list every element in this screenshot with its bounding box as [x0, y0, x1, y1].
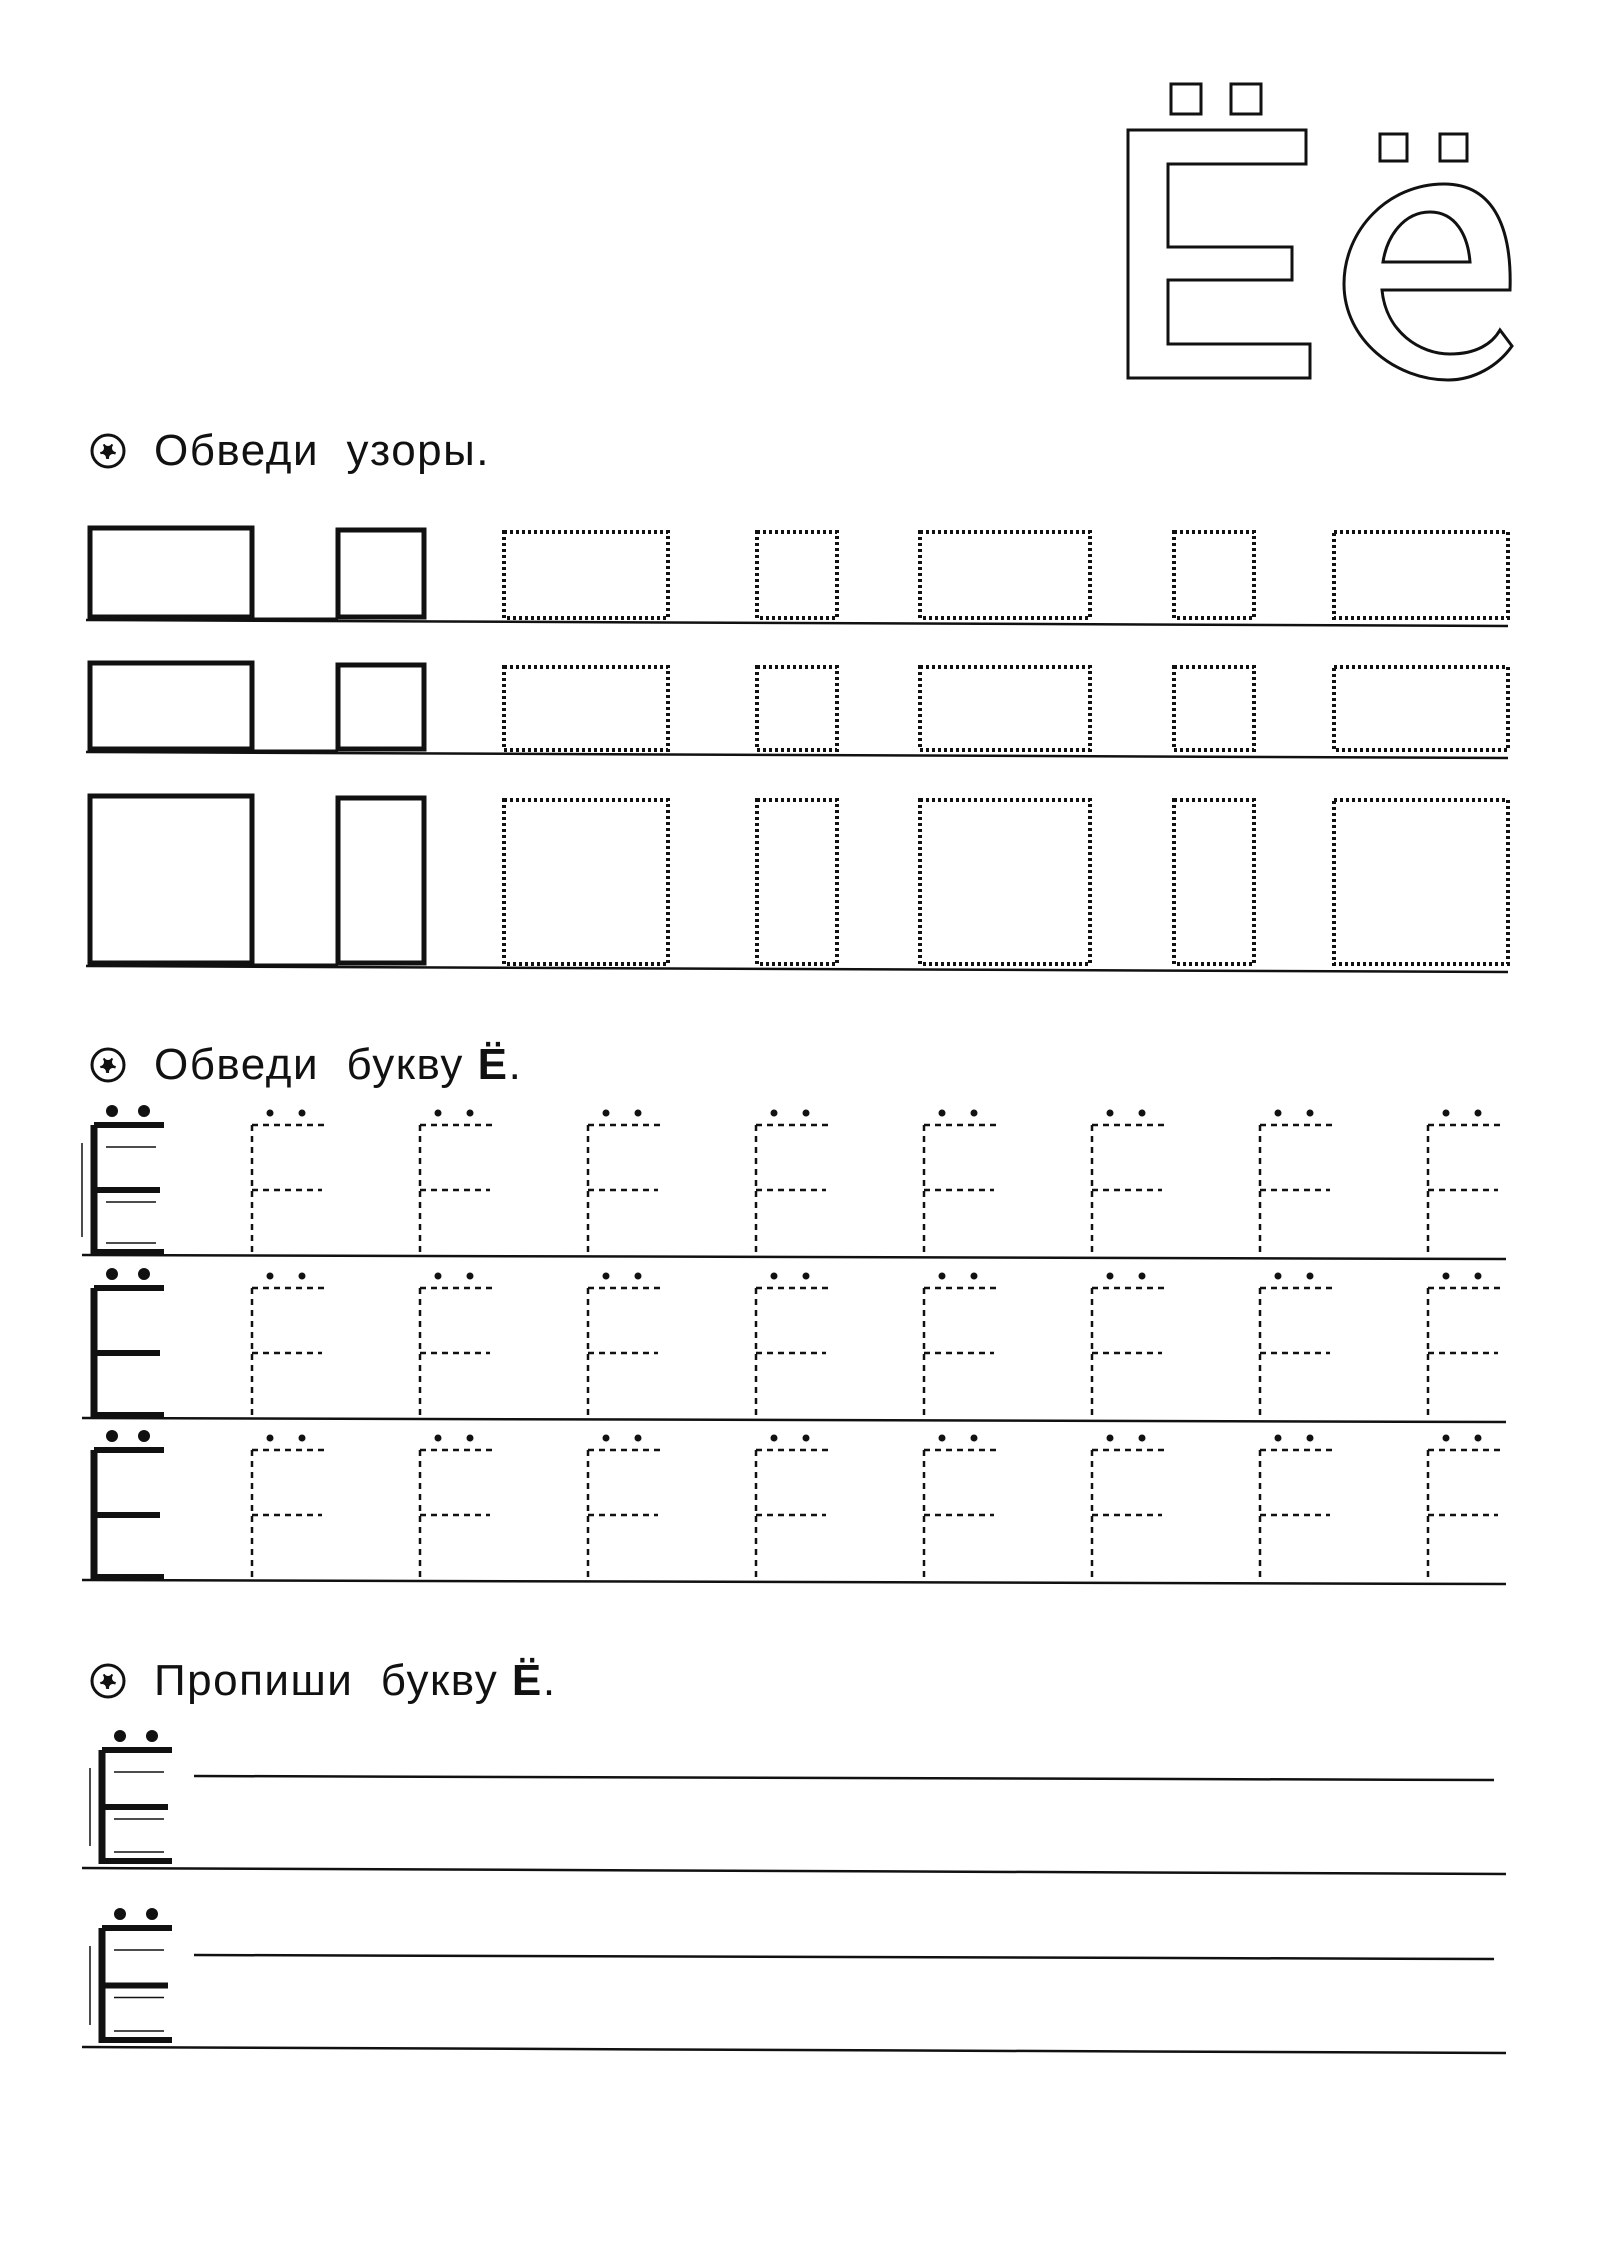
dotted-letter-dot: [467, 1435, 474, 1442]
heading-letter: Ё: [511, 1656, 543, 1705]
dotted-trace-rectangle: [504, 532, 668, 618]
dotted-trace-rectangle: [1174, 532, 1254, 618]
dotted-letter-dot: [971, 1435, 978, 1442]
writing-baseline: [82, 1868, 1506, 1874]
dotted-letter-dot: [467, 1273, 474, 1280]
writing-midline: [194, 1776, 1494, 1780]
dotted-letter-dot: [603, 1435, 610, 1442]
dotted-letter-dot: [267, 1110, 274, 1117]
dotted-letter-dot: [939, 1273, 946, 1280]
letter-dot: [138, 1105, 150, 1117]
dotted-letter-dot: [1443, 1273, 1450, 1280]
dotted-trace-rectangle: [920, 800, 1090, 964]
dotted-letter-dot: [299, 1110, 306, 1117]
writing-midline: [194, 1955, 1494, 1959]
title-letter-upper-outline: [1128, 130, 1310, 378]
dotted-trace-rectangle: [757, 667, 837, 750]
flower-bullet-icon: [88, 1045, 128, 1085]
heading-write-letter: [88, 1656, 557, 1706]
title-upper-dot: [1231, 84, 1261, 114]
heading-end: .: [542, 1656, 557, 1705]
dotted-trace-rectangle: [1334, 667, 1508, 750]
letter-dot: [106, 1268, 118, 1280]
dotted-letter-dot: [1107, 1435, 1114, 1442]
writing-row: [82, 1908, 1506, 2053]
heading-letter: Ё: [477, 1040, 509, 1089]
dotted-letter-dot: [803, 1435, 810, 1442]
dotted-letter-dot: [803, 1110, 810, 1117]
heading-text: Пропиши букву: [154, 1656, 512, 1705]
title-letters: [1128, 84, 1512, 380]
dotted-letter-dot: [1307, 1110, 1314, 1117]
heading-text: Обведи узоры.: [154, 426, 490, 475]
sample-rectangle: [90, 796, 252, 963]
dotted-letter-dot: [939, 1435, 946, 1442]
flower-bullet-icon: [88, 1661, 128, 1701]
baseline: [82, 1418, 1506, 1422]
dotted-letter-dot: [771, 1435, 778, 1442]
dotted-letter-dot: [803, 1273, 810, 1280]
dotted-letter-dot: [603, 1110, 610, 1117]
letter-dot: [146, 1730, 158, 1742]
dotted-trace-rectangle: [920, 532, 1090, 618]
dotted-letter-dot: [299, 1273, 306, 1280]
dotted-letter-dot: [603, 1273, 610, 1280]
pattern-section: [86, 528, 1508, 972]
dotted-letter-dot: [435, 1273, 442, 1280]
sample-rectangle: [338, 798, 424, 963]
dotted-letter-dot: [1307, 1273, 1314, 1280]
dotted-letter-dot: [1275, 1435, 1282, 1442]
dotted-letter-dot: [1475, 1435, 1482, 1442]
letter-trace-section: [82, 1105, 1506, 1584]
dotted-letter-dot: [1443, 1435, 1450, 1442]
title-letter-lower-outline: [1344, 184, 1512, 380]
dotted-letter-dot: [971, 1110, 978, 1117]
dotted-letter-dot: [435, 1435, 442, 1442]
dotted-letter-dot: [1275, 1273, 1282, 1280]
sample-rectangle: [338, 665, 424, 749]
dotted-letter-dot: [635, 1273, 642, 1280]
dotted-letter-dot: [299, 1435, 306, 1442]
dotted-letter-dot: [1107, 1110, 1114, 1117]
dotted-letter-dot: [1307, 1435, 1314, 1442]
dotted-letter-dot: [1443, 1110, 1450, 1117]
dotted-letter-dot: [1139, 1273, 1146, 1280]
letter-dot: [114, 1730, 126, 1742]
dotted-letter-dot: [267, 1435, 274, 1442]
pattern-row: [86, 663, 1508, 758]
heading-trace-patterns: [88, 426, 490, 476]
letter-dot: [146, 1908, 158, 1920]
dotted-trace-rectangle: [1174, 667, 1254, 750]
dotted-letter-dot: [971, 1273, 978, 1280]
dotted-letter-dot: [1107, 1273, 1114, 1280]
letter-trace-row: [82, 1268, 1506, 1422]
letter-dot: [138, 1268, 150, 1280]
dotted-letter-dot: [635, 1110, 642, 1117]
letter-dot: [114, 1908, 126, 1920]
baseline: [86, 752, 1508, 758]
dotted-letter-dot: [1475, 1110, 1482, 1117]
heading-end: .: [508, 1040, 523, 1089]
dotted-letter-dot: [1139, 1435, 1146, 1442]
writing-row: [82, 1730, 1506, 1874]
dotted-letter-dot: [1275, 1110, 1282, 1117]
dotted-trace-rectangle: [920, 667, 1090, 750]
heading-trace-letter: [88, 1040, 522, 1090]
pattern-row: [86, 528, 1508, 626]
letter-dot: [106, 1430, 118, 1442]
flower-bullet-icon: [88, 431, 128, 471]
dotted-trace-rectangle: [1174, 800, 1254, 964]
sample-rectangle: [90, 528, 252, 617]
pattern-row: [86, 796, 1508, 972]
dotted-trace-rectangle: [1334, 532, 1508, 618]
dotted-letter-dot: [267, 1273, 274, 1280]
title-lower-dot: [1380, 134, 1407, 161]
title-lower-dot: [1440, 134, 1467, 161]
dotted-letter-dot: [1475, 1273, 1482, 1280]
sample-rectangle: [338, 530, 424, 617]
baseline: [86, 966, 1508, 972]
dotted-trace-rectangle: [504, 800, 668, 964]
dotted-letter-dot: [467, 1110, 474, 1117]
dotted-letter-dot: [1139, 1110, 1146, 1117]
title-upper-dot: [1171, 84, 1201, 114]
baseline: [86, 620, 1508, 626]
letter-trace-row: [82, 1105, 1506, 1259]
baseline: [82, 1580, 1506, 1584]
letter-dot: [138, 1430, 150, 1442]
dotted-letter-dot: [771, 1110, 778, 1117]
dotted-trace-rectangle: [504, 667, 668, 750]
heading-text: Обведи букву: [154, 1040, 478, 1089]
dotted-trace-rectangle: [757, 532, 837, 618]
letter-trace-row: [82, 1430, 1506, 1584]
letter-dot: [106, 1105, 118, 1117]
writing-baseline: [82, 2047, 1506, 2053]
dotted-trace-rectangle: [757, 800, 837, 964]
dotted-letter-dot: [435, 1110, 442, 1117]
dotted-trace-rectangle: [1334, 800, 1508, 964]
letter-write-section: [82, 1730, 1506, 2053]
sample-rectangle: [90, 663, 252, 749]
dotted-letter-dot: [771, 1273, 778, 1280]
baseline: [82, 1255, 1506, 1259]
dotted-letter-dot: [635, 1435, 642, 1442]
dotted-letter-dot: [939, 1110, 946, 1117]
